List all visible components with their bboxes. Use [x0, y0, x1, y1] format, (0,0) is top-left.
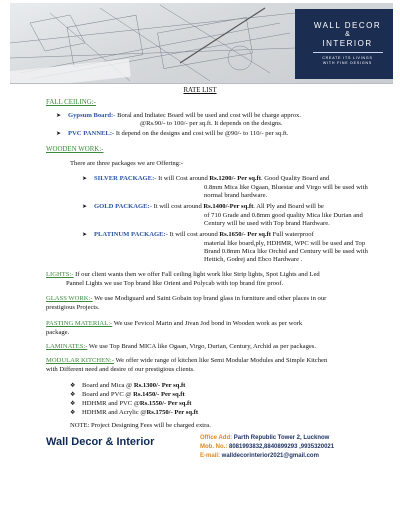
kitchen-option-row [70, 382, 392, 390]
gypsum-text: Boral and Indiatec Board will be used and cost will be charge approx. [115, 112, 301, 119]
platinum-line3: Brand 0.8mm Mica like Orchid and Century will be used with [204, 248, 368, 255]
glass-work-paragraph [46, 295, 384, 303]
modular-kitchen-text-1: We offer wide range of kitchen like Semi Modular Modules and Simple Kitchen [113, 357, 328, 364]
glass-work-text-2: prestigious Projects. [46, 304, 100, 311]
office-value: Parth Republic Tower 2, Lucknow [232, 435, 330, 441]
silver-line2: 0.8mm Mica like Ogaan, Bluestar and Virgo will be used with [204, 184, 368, 191]
diamond-bullet-icon: ❖ [70, 392, 76, 398]
email-address [200, 453, 319, 459]
arrow-bullet-icon: ➤ [82, 232, 88, 238]
brand-ampersand: & [345, 31, 350, 38]
pvc-text: It depend on the designs and cost will be @90/- to 110/- per sq.ft. [114, 130, 289, 137]
mobile-numbers [200, 444, 334, 450]
wooden-work-intro: There are three packages we are Offering:- [70, 160, 184, 167]
gold-label: GOLD PACKAGE:- [94, 203, 152, 210]
pasting-text-2: package. [46, 329, 70, 336]
contact-footer [0, 433, 400, 481]
gypsum-text-line2: @Rs.90/- to 100/- per sq.ft. It depends on the designs. [140, 120, 283, 127]
designing-fee-note: NOTE: Project Designing Fees will be charged extra. [70, 422, 211, 429]
glass-work-heading: GLASS WORK:- [46, 295, 93, 302]
pasting-material-heading: PASTING MATERIAL:- [46, 320, 113, 327]
modular-kitchen-text-2: with Different need and desire of our prestigious clients. [46, 366, 195, 373]
gold-price: Rs.1400/-Per sq.ft [203, 203, 254, 210]
arrow-bullet-icon: ➤ [56, 113, 62, 119]
brand-name-line1: WALL DECOR [313, 21, 382, 30]
lights-paragraph [46, 271, 384, 279]
mobile-label: Mob. No.: [200, 444, 228, 450]
arrow-bullet-icon: ➤ [82, 204, 88, 210]
gypsum-label: Gypsum Board:- [68, 112, 116, 119]
laminates-heading: LAMINATES:- [46, 343, 88, 350]
kitchen-option-price: Rs.1450/- Per sq.ft [133, 391, 185, 398]
brand-divider [313, 52, 383, 53]
glass-work-text-1: We use Modiguard and Saint Gobain top brand glass in furniture and other places in our [92, 295, 327, 302]
brand-tagline-1: CREATE ITS LIVINGS [322, 56, 373, 60]
silver-line3: normal brand hardware. [204, 192, 268, 199]
lights-text-2: Pannel Lights we use Top brand like Orient and Polycab with top brand fire proof. [66, 280, 284, 287]
laminates-text-1: We use Top Brand MICA like Ogaan, Virgo, Durian, Century, Archid as per packages. [87, 343, 317, 350]
footer-brand-name: Wall Decor & Interior [46, 436, 155, 448]
kitchen-option-price: Rs.1300/- Per sq.ft [133, 382, 186, 389]
page-title: RATE LIST [183, 87, 217, 94]
list-item-platinum-package [82, 231, 380, 239]
platinum-post: Full waterproof [270, 231, 314, 238]
modular-kitchen-paragraph [46, 357, 384, 365]
lights-heading: LIGHTS:- [46, 271, 74, 278]
platinum-line2: material like board,ply, HDHMR, WPC will be used and Top [204, 240, 366, 247]
kitchen-option-row [70, 400, 392, 408]
kitchen-option-price: Rs.1550/- Per sq.ft [139, 400, 192, 407]
office-label: Office Add: [200, 435, 233, 441]
email-label: E-mail: [200, 453, 221, 459]
wooden-work-heading: WOODEN WORK:- [46, 146, 104, 153]
brand-name-line2: INTERIOR [322, 39, 373, 48]
gold-pre: It will cost around [151, 203, 204, 210]
diamond-bullet-icon: ❖ [70, 401, 76, 407]
silver-pre: It will Cost around [156, 175, 210, 182]
diamond-bullet-icon: ❖ [70, 383, 76, 389]
gold-post: . All Ply and Board will be [253, 203, 324, 210]
kitchen-option-name: Board and Mica @ [82, 382, 134, 389]
kitchen-option-price: Rs.1750/- Per sq.ft [146, 409, 199, 416]
platinum-price: Rs.1650/- Per sq.ft [219, 231, 271, 238]
list-item-gold-package [82, 203, 380, 211]
pasting-text-1: We use Fevicol Marin and Jivan Jod bond in Wooden work as per work [112, 320, 303, 327]
lights-text-1: If our client wants then we offer Fall ceiling light work like Strip lights, Spot Lights and Led [73, 271, 320, 278]
header-banner [10, 3, 393, 84]
pasting-material-paragraph [46, 320, 384, 328]
platinum-line4: Hettich, Godrej and Ebco Hardware . [204, 256, 303, 263]
gold-line2: of 710 Grade and 0.8mm good quality Mica like Durian and [204, 212, 363, 219]
modular-kitchen-heading: MODULAR KITCHEN:- [46, 357, 114, 364]
arrow-bullet-icon: ➤ [56, 131, 62, 137]
list-item-gypsum [56, 112, 378, 120]
brand-logo [295, 9, 393, 79]
diamond-bullet-icon: ❖ [70, 410, 76, 416]
brand-tagline-2: WITH FINE DESIGNS [322, 60, 373, 65]
email-value[interactable]: walldecorinterior2021@gmail.com [220, 453, 319, 459]
list-item-pvc [56, 130, 378, 138]
gold-line3: Century will be used with Top brand Hardware. [204, 220, 330, 227]
platinum-pre: It will cost around [167, 231, 220, 238]
fall-ceiling-heading: FALL CEILING:- [46, 99, 96, 106]
kitchen-option-row [70, 409, 392, 417]
list-item-silver-package [82, 175, 380, 183]
kitchen-option-name: Board and PVC @ [82, 391, 134, 398]
kitchen-option-row [70, 391, 392, 399]
silver-price: Rs.1200/- Per sq.ft [209, 175, 261, 182]
silver-label: SILVER PACKAGE:- [94, 175, 157, 182]
arrow-bullet-icon: ➤ [82, 176, 88, 182]
kitchen-option-name: HDHMR and PVC @ [82, 400, 140, 407]
office-address [200, 435, 329, 441]
pvc-label: PVC PANNEL:- [68, 130, 115, 137]
kitchen-option-name: HDHMR and Acrylic @ [82, 409, 147, 416]
laminates-paragraph [46, 343, 384, 351]
mobile-value: 8081993832,8840899293 ,9935320021 [227, 444, 335, 450]
platinum-label: PLATINUM PACKAGE:- [94, 231, 168, 238]
blueprint-sketch-illustration [10, 3, 295, 83]
silver-post: . Good Quality Board and [260, 175, 330, 182]
